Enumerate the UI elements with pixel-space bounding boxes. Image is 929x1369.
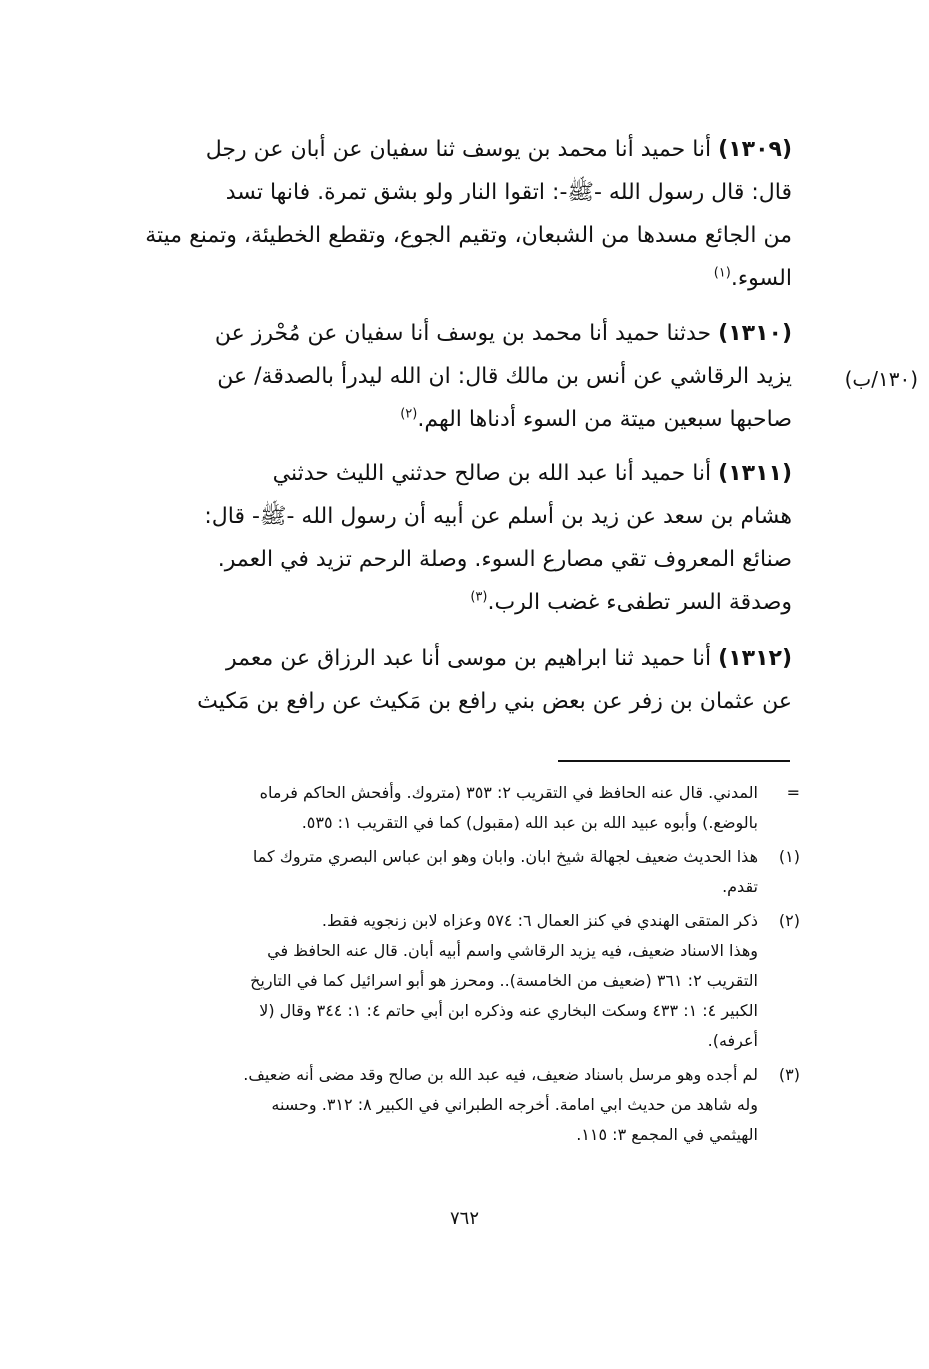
- footnote-line: بالوضع.) وأبوه عبيد الله بن عبد الله (مقبول) كما في التقريب ١: ٥٣٥.: [301, 813, 758, 832]
- footnote-mark: (١): [778, 847, 800, 866]
- hadith-1310: [120, 312, 792, 441]
- page-number: ٧٦٢: [449, 1208, 479, 1229]
- footnote-line: الكبير ٤: ١: ٤٣٣ وسكت البخاري عنه وذكره ابن أبي حاتم ٤: ١: ٣٤٤ وقال (لا: [259, 1001, 758, 1020]
- hadith-line: [120, 128, 792, 171]
- footnote-3: [120, 1060, 800, 1150]
- footnote-line: المدني. قال عنه الحافظ في التقريب ٢: ٣٥٣ (متروك. وأفحش الحاكم فرماه: [259, 783, 758, 802]
- footnote-2: [120, 906, 800, 1056]
- hadith-text: أنا حميد أنا عبد الله بن صالح حدثني الليث حدثني: [272, 461, 712, 486]
- hadith-text: وصدقة السر تطفىء غضب الرب.: [487, 590, 792, 615]
- footnote-line: لم أجده وهو مرسل باسناد ضعيف، فيه عبد الله بن صالح وقد مضى أنه ضعيف.: [243, 1065, 758, 1084]
- footnote-line: وله شاهد من حديث ابي امامة. أخرجه الطبراني في الكبير ٨: ٣١٢. وحسنه: [271, 1095, 758, 1114]
- footnote-continuation: [120, 778, 800, 838]
- footnote-body: [120, 842, 758, 902]
- footnotes: [120, 778, 800, 1154]
- footnote-line: ذكر المتقى الهندي في كنز العمال ٦: ٥٧٤ وعزاه لابن زنجويه فقط.: [321, 911, 758, 930]
- footnote-line: التقريب ٢: ٣٦١ (ضعيف من الخامسة).. ومحرز هو أبو اسرائيل كما في التاريخ: [250, 971, 758, 990]
- manuscript-folio-marker: (١٣٠/ب): [844, 367, 918, 391]
- hadith-line: قال: قال رسول الله -ﷺ-: اتقوا النار ولو بشق تمرة. فانها تسد: [225, 180, 792, 205]
- hadith-line: يزيد الرقاشي عن أنس بن مالك قال: ان الله ليدرأ بالصدقة/ عن: [217, 364, 792, 389]
- footnote-body: [120, 778, 758, 838]
- hadith-line: عن عثمان بن زفر عن بعض بني رافع بن مَكيث عن رافع بن مَكيث: [197, 689, 792, 714]
- footnote-body: [120, 906, 758, 1056]
- footnote-1: [120, 842, 800, 902]
- footnote-body: [120, 1060, 758, 1150]
- hadith-line: [120, 637, 792, 680]
- hadith-line: صنائع المعروف تقي مصارع السوء. وصلة الرحم تزيد في العمر.: [217, 547, 792, 572]
- footnote-line: وهذا الاسناد ضعيف، فيه يزيد الرقاشي واسم أبيه أبان. قال عنه الحافظ في: [267, 941, 758, 960]
- footnote-divider: [558, 760, 790, 762]
- hadith-1311: [120, 452, 792, 624]
- hadith-line: [120, 398, 792, 441]
- hadith-number: (١٣٠٩): [718, 137, 792, 162]
- hadith-line: هشام بن سعد عن زيد بن أسلم عن أبيه أن رسول الله -ﷺ- قال:: [204, 504, 792, 529]
- footnote-line: أعرفه).: [707, 1031, 758, 1050]
- hadith-text: صاحبها سبعين ميتة من السوء أدناها الهم.: [417, 407, 792, 432]
- footnote-mark: (٣): [778, 1065, 800, 1084]
- footnote-line: هذا الحديث ضعيف لجهالة شيخ ابان. وابان وهو ابن عباس البصري متروك كما: [252, 847, 758, 866]
- hadith-line: [120, 581, 792, 624]
- hadith-line: [120, 257, 792, 300]
- footnote-mark: =: [786, 783, 800, 802]
- footnote-mark: (٢): [778, 911, 800, 930]
- hadith-line: [120, 312, 792, 355]
- footnote-ref: (١): [713, 265, 731, 281]
- hadith-line: [120, 452, 792, 495]
- hadith-text: أنا حميد أنا محمد بن يوسف ثنا سفيان عن أبان عن رجل: [205, 137, 712, 162]
- hadith-text: السوء.: [730, 266, 792, 291]
- footnote-line: الهيثمي في المجمع ٣: ١١٥.: [576, 1125, 758, 1144]
- hadith-text: حدثنا حميد أنا محمد بن يوسف أنا سفيان عن مُحْرز عن: [214, 321, 712, 346]
- hadith-1309: [120, 128, 792, 300]
- hadith-number: (١٣١١): [718, 461, 792, 486]
- hadith-number: (١٣١٠): [718, 321, 792, 346]
- footnote-line: تقدم.: [722, 877, 758, 896]
- hadith-1312: [120, 637, 792, 723]
- hadith-line: من الجائع مسدها من الشبعان، وتقيم الجوع، وتقطع الخطيئة، وتمنع ميتة: [145, 223, 792, 248]
- footnote-ref: (٢): [400, 406, 418, 422]
- hadith-number: (١٣١٢): [718, 646, 792, 671]
- footnote-ref: (٣): [470, 589, 488, 605]
- hadith-text: أنا حميد ثنا ابراهيم بن موسى أنا عبد الرزاق عن معمر: [226, 646, 712, 671]
